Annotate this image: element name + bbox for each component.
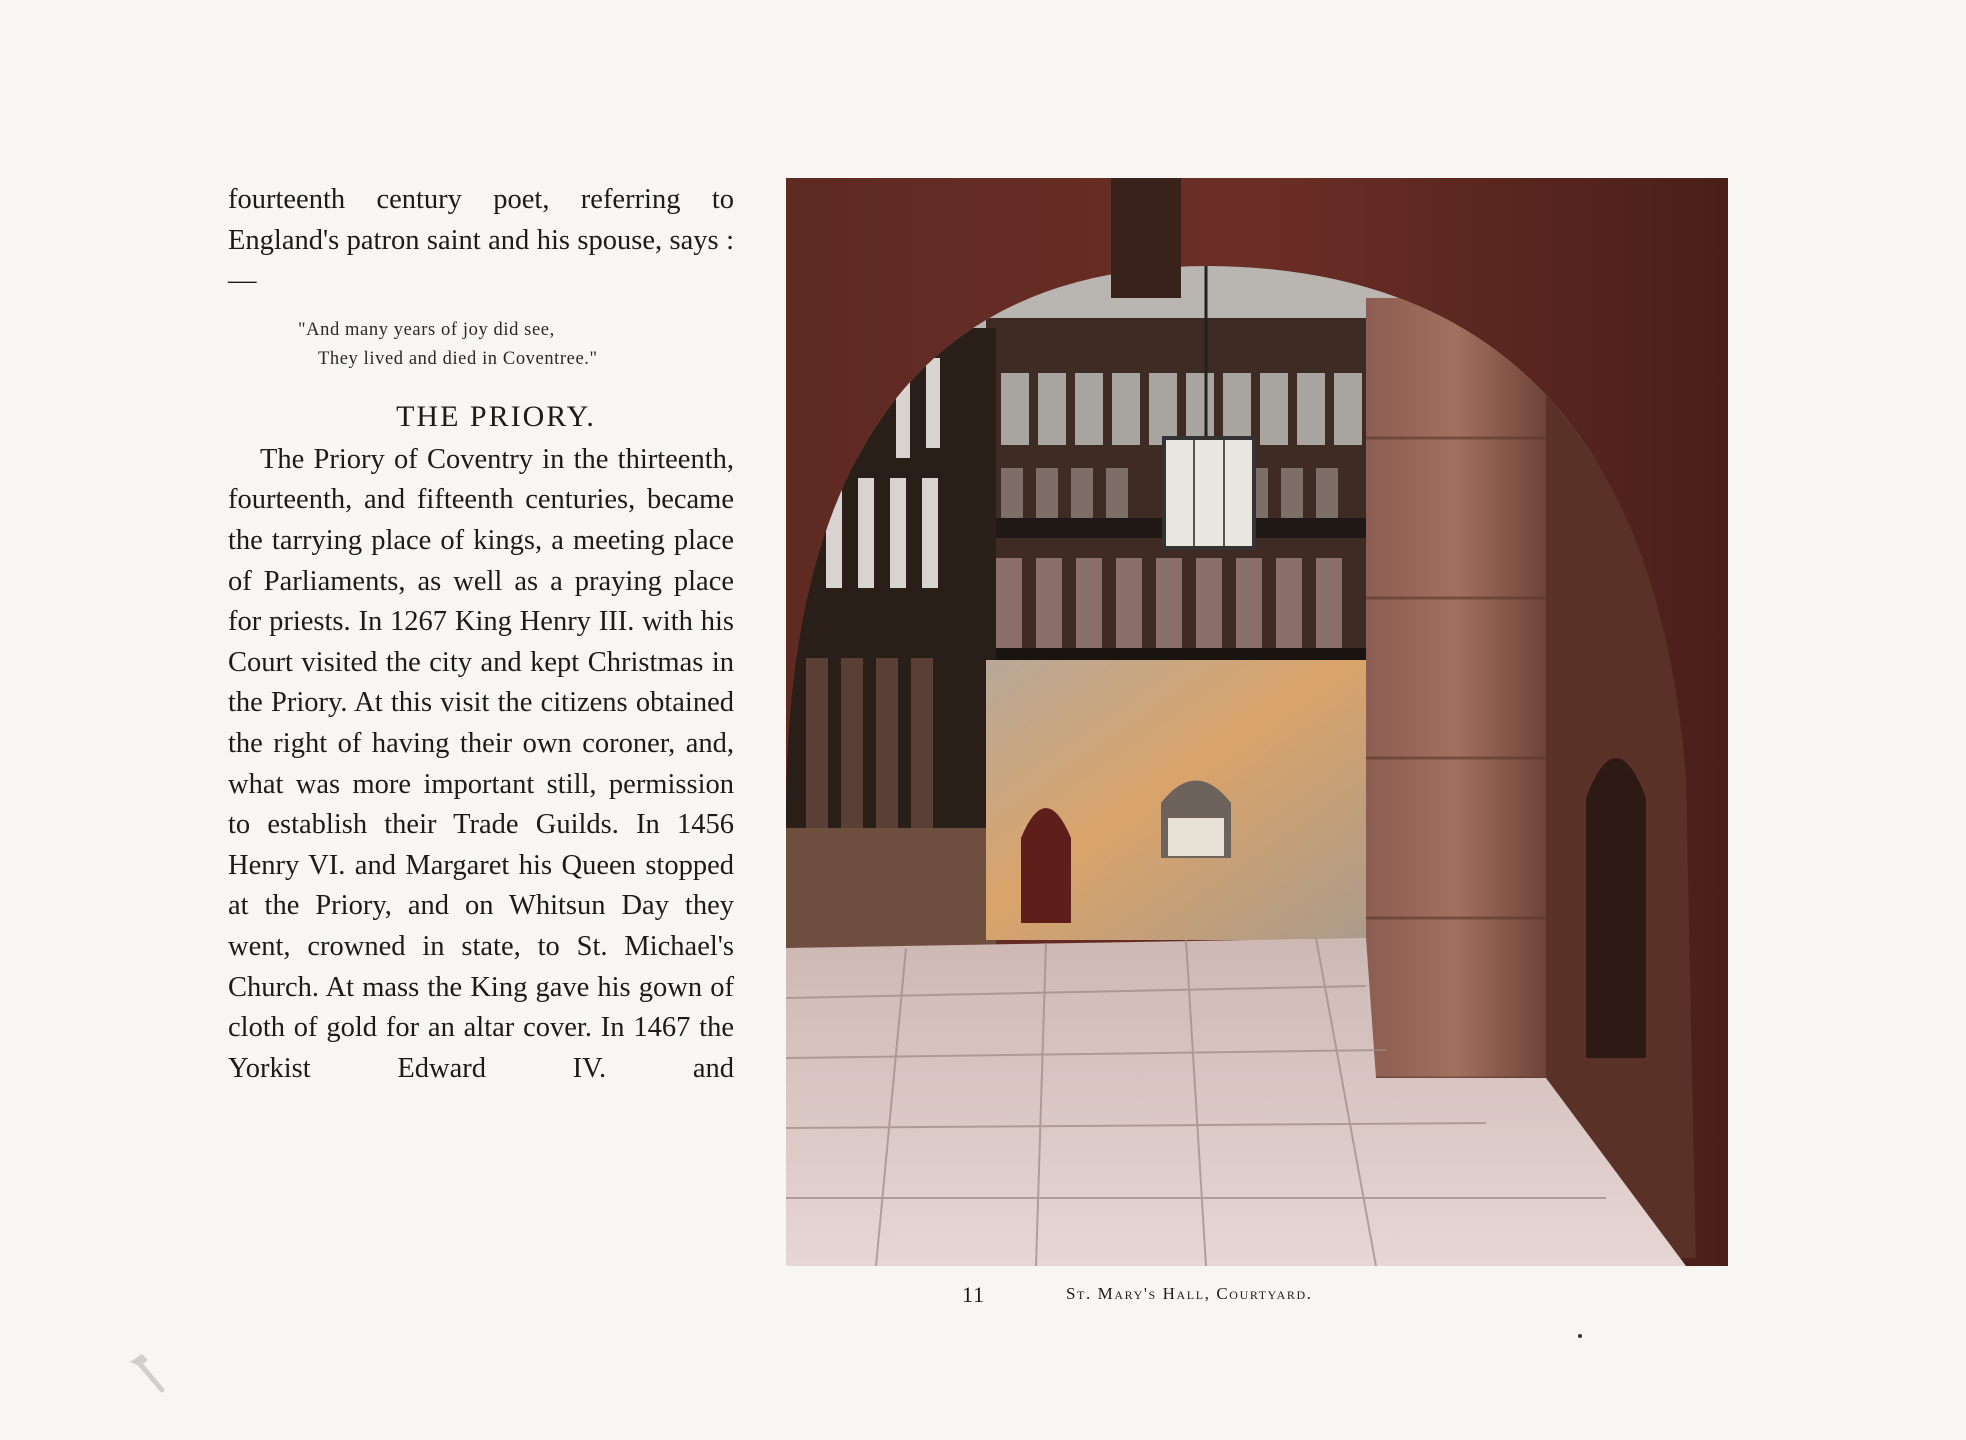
hammer-watermark-icon [120,1348,170,1398]
photo-caption: St. Mary's Hall, Courtyard. [1066,1284,1313,1303]
verse-line-1: "And many years of joy did see, [298,319,555,340]
courtyard-photograph [786,178,1728,1266]
courtyard-illustration [786,178,1728,1266]
page-number: 11 [962,1282,986,1307]
verse-line-2: They lived and died in Coventree." [318,348,598,369]
verse-quote [298,316,734,374]
paper-speck [1578,1334,1582,1338]
body-paragraph: The Priory of Coventry in the thirteenth, fourteenth, and fifteenth centuries, became the tarrying place of kings, a meeting place of Parliaments, as well as a praying place for priests. In 1267 King Henry III. with his Court visited the city and kept Christmas in the Priory. At this visit the citizens obtained the right of having their own coroner, and, what was more important still, permission to establish their Trade Guilds. In 1456 Henry VI. and Margaret his Queen stopped at the Priory, and on Whitsun Day they went, crowned in state, to St. Michael's Church. At mass the King gave his gown of cloth of gold for an altar cover. In 1467 the Yorkist Edward IV. and [228,443,734,1084]
section-heading: THE PRIORY. [396,399,596,433]
text-column [228,180,734,1089]
intro-paragraph: fourteenth century poet, referring to England's patron saint and his spouse, says :— [228,184,734,297]
